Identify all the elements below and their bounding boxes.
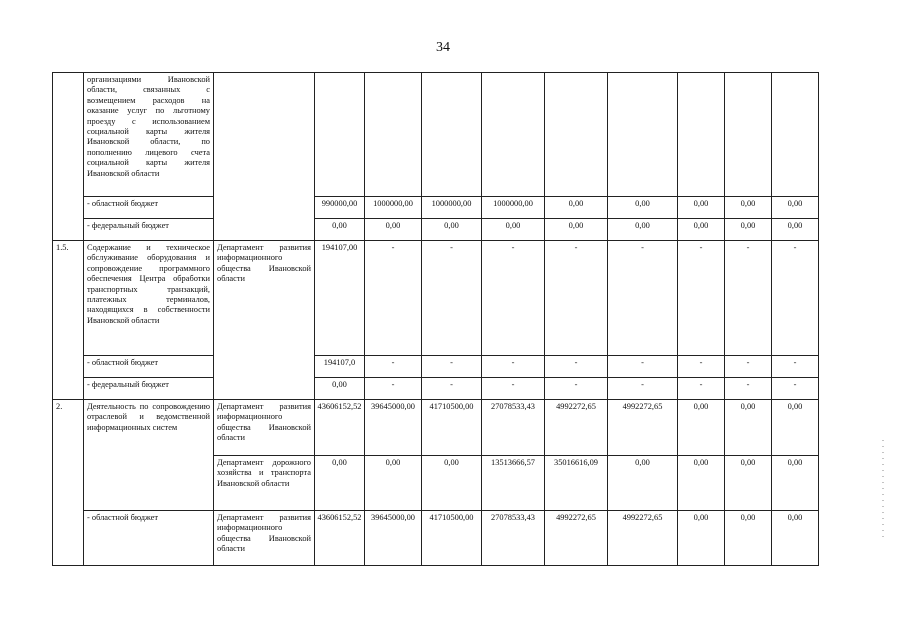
row-index [53, 378, 84, 400]
table-row [53, 456, 819, 511]
row-description: - областной бюджет [84, 197, 214, 219]
value-cell: 0,00 [772, 197, 819, 219]
value-cell: 0,00 [365, 456, 422, 511]
value-cell: 1000000,00 [365, 197, 422, 219]
table-row [53, 511, 819, 566]
value-cell: - [608, 356, 678, 378]
value-cell: 0,00 [725, 219, 772, 241]
row-description: Деятельность по сопровождению отраслевой и ведомственной информационных систем [84, 400, 214, 456]
value-cell: 4992272,65 [608, 511, 678, 566]
value-cell: - [422, 378, 482, 400]
value-cell: 0,00 [678, 197, 725, 219]
value-cell: 194107,00 [315, 241, 365, 356]
row-index [53, 511, 84, 566]
scan-artifact-marks [880, 440, 886, 540]
value-cell: 4992272,65 [545, 511, 608, 566]
value-cell [772, 73, 819, 197]
value-cell: 194107,0 [315, 356, 365, 378]
value-cell [678, 73, 725, 197]
row-description: - областной бюджет [84, 511, 214, 566]
value-cell: - [545, 378, 608, 400]
table-row [53, 400, 819, 456]
value-cell: - [365, 356, 422, 378]
row-index [53, 356, 84, 378]
budget-table [52, 72, 819, 566]
value-cell: - [422, 241, 482, 356]
value-cell: - [482, 241, 545, 356]
value-cell: 0,00 [725, 456, 772, 511]
value-cell: - [608, 241, 678, 356]
value-cell: 0,00 [772, 511, 819, 566]
value-cell: 0,00 [725, 197, 772, 219]
row-executor: Департамент развития информационного общества Ивановской области [214, 400, 315, 456]
row-description: - федеральный бюджет [84, 378, 214, 400]
value-cell: - [608, 378, 678, 400]
value-cell: 4992272,65 [608, 400, 678, 456]
table-row [53, 197, 819, 219]
value-cell: 0,00 [678, 400, 725, 456]
row-index [53, 456, 84, 511]
value-cell: 0,00 [725, 511, 772, 566]
value-cell: 0,00 [482, 219, 545, 241]
value-cell: 13513666,57 [482, 456, 545, 511]
value-cell: 0,00 [725, 400, 772, 456]
value-cell: - [772, 356, 819, 378]
table-row [53, 219, 819, 241]
value-cell: 27078533,43 [482, 400, 545, 456]
row-index [53, 197, 84, 219]
row-executor [214, 73, 315, 241]
table-row [53, 356, 819, 378]
value-cell: - [772, 241, 819, 356]
value-cell: 0,00 [678, 219, 725, 241]
value-cell: - [725, 356, 772, 378]
value-cell: - [678, 378, 725, 400]
value-cell [482, 73, 545, 197]
value-cell: 0,00 [365, 219, 422, 241]
value-cell: - [482, 356, 545, 378]
row-index [53, 73, 84, 197]
value-cell: 4992272,65 [545, 400, 608, 456]
value-cell: 0,00 [315, 456, 365, 511]
table-row [53, 73, 819, 197]
row-description: - федеральный бюджет [84, 219, 214, 241]
value-cell: - [678, 241, 725, 356]
value-cell: 0,00 [315, 378, 365, 400]
value-cell [725, 73, 772, 197]
value-cell: - [482, 378, 545, 400]
value-cell: 0,00 [772, 456, 819, 511]
row-index: 2. [53, 400, 84, 456]
row-executor: Департамент развития информационного общества Ивановской области [214, 511, 315, 566]
value-cell: 41710500,00 [422, 511, 482, 566]
value-cell: 41710500,00 [422, 400, 482, 456]
value-cell: 39645000,00 [365, 511, 422, 566]
value-cell: 0,00 [545, 197, 608, 219]
value-cell: 0,00 [422, 456, 482, 511]
value-cell: - [365, 378, 422, 400]
value-cell: 0,00 [772, 400, 819, 456]
value-cell: 39645000,00 [365, 400, 422, 456]
value-cell: 43606152,52 [315, 400, 365, 456]
table-row [53, 241, 819, 356]
value-cell: - [725, 241, 772, 356]
row-index: 1.5. [53, 241, 84, 356]
value-cell: 0,00 [678, 456, 725, 511]
value-cell: - [545, 241, 608, 356]
value-cell: - [365, 241, 422, 356]
value-cell: 35016616,09 [545, 456, 608, 511]
row-description: Содержание и техническое обслуживание оборудования и сопровождение программного обеспечения Центра обработки транспортных транзакций, платежных терминалов, находящихся в собственности Ивановской области [84, 241, 214, 356]
row-description [84, 456, 214, 511]
value-cell: 990000,00 [315, 197, 365, 219]
row-description: - областной бюджет [84, 356, 214, 378]
value-cell: 1000000,00 [482, 197, 545, 219]
value-cell [315, 73, 365, 197]
value-cell: - [772, 378, 819, 400]
value-cell [365, 73, 422, 197]
value-cell: 27078533,43 [482, 511, 545, 566]
row-executor: Департамент развития информационного общества Ивановской области [214, 241, 315, 400]
value-cell: - [422, 356, 482, 378]
value-cell: 0,00 [678, 511, 725, 566]
value-cell: - [678, 356, 725, 378]
value-cell: 0,00 [315, 219, 365, 241]
value-cell: 0,00 [608, 456, 678, 511]
value-cell: 0,00 [608, 219, 678, 241]
value-cell [422, 73, 482, 197]
row-index [53, 219, 84, 241]
value-cell [608, 73, 678, 197]
row-executor: Департамент дорожного хозяйства и транспорта Ивановской области [214, 456, 315, 511]
value-cell: 1000000,00 [422, 197, 482, 219]
row-description: организациями Ивановской области, связанных с возмещением расходов на оказание услуг по льготному проезду с использованием социальной карты жителя Ивановской области, по пополнению лицевого счета социальной карты жителя Ивановской области [84, 73, 214, 197]
table-row [53, 378, 819, 400]
value-cell: 0,00 [545, 219, 608, 241]
value-cell: - [725, 378, 772, 400]
value-cell: 0,00 [422, 219, 482, 241]
page-number: 34 [436, 40, 450, 55]
value-cell: 0,00 [772, 219, 819, 241]
value-cell [545, 73, 608, 197]
value-cell: - [545, 356, 608, 378]
value-cell: 43606152,52 [315, 511, 365, 566]
value-cell: 0,00 [608, 197, 678, 219]
